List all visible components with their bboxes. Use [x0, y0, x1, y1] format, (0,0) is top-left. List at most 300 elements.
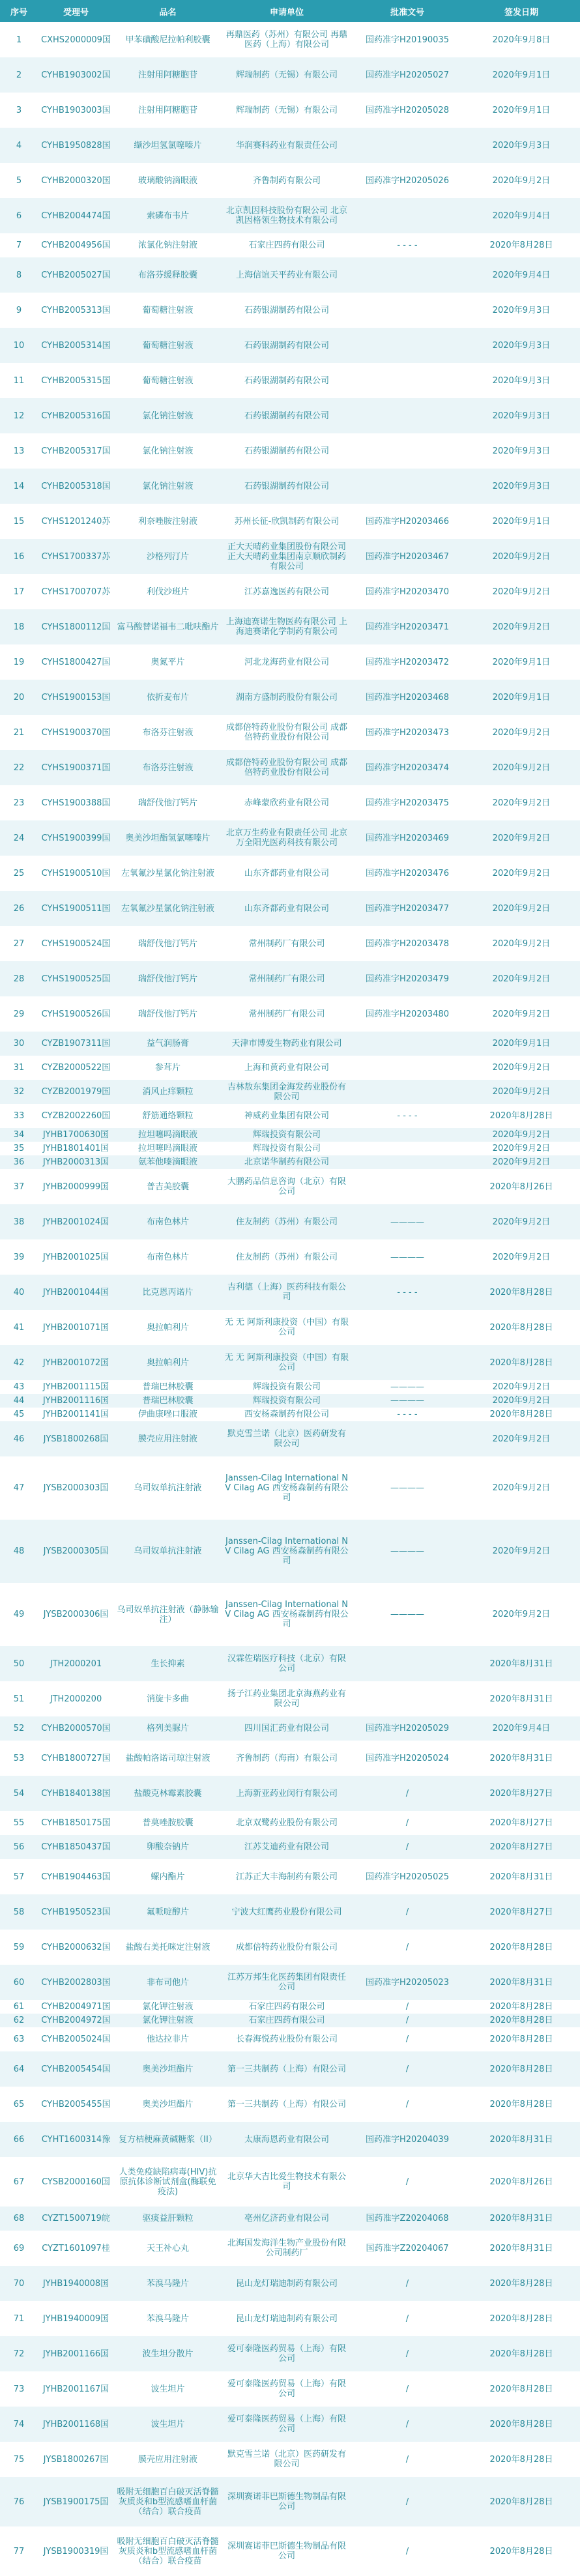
- cell-applicant: 长春海悦药业股份有限公司: [222, 2027, 352, 2051]
- cell-product-name: 甲苯磺酸尼拉帕利胶囊: [114, 22, 222, 57]
- cell-approval-no: [352, 293, 463, 328]
- cell-index: 46: [0, 1421, 38, 1456]
- cell-issue-date: 2020年8月28日: [463, 1408, 580, 1421]
- cell-applicant: 西安杨森制药有限公司: [222, 1408, 352, 1421]
- cell-acceptance-no: JYHB2001044国: [38, 1275, 114, 1310]
- cell-applicant: 石药银湖制药有限公司: [222, 398, 352, 433]
- table-row: [0, 1741, 580, 1776]
- cell-acceptance-no: CYHB2002803国: [38, 1965, 114, 2000]
- cell-applicant: 辉瑞投资有限公司: [222, 1142, 352, 1155]
- table-row: [0, 1520, 580, 1583]
- cell-issue-date: 2020年9月2日: [463, 1128, 580, 1142]
- cell-applicant: 北京万生药业有限责任公司 北京万全阳光医药科技有限公司: [222, 820, 352, 856]
- cell-issue-date: 2020年9月1日: [463, 1032, 580, 1056]
- cell-acceptance-no: CYHS1700707苏: [38, 574, 114, 609]
- table-row: [0, 2207, 580, 2231]
- table-row: [0, 2027, 580, 2051]
- cell-applicant: 爱可泰隆医药贸易（上海）有限公司: [222, 2407, 352, 2442]
- cell-applicant: 成都倍特药业股份有限公司 成都倍特药业股份有限公司: [222, 750, 352, 785]
- cell-issue-date: 2020年9月2日: [463, 1520, 580, 1583]
- cell-product-name: 苯溴马隆片: [114, 2301, 222, 2336]
- cell-applicant: 赤峰蒙欣药业有限公司: [222, 785, 352, 820]
- cell-issue-date: 2020年9月2日: [463, 163, 580, 198]
- cell-approval-no: [352, 1646, 463, 1681]
- table-row: [0, 1421, 580, 1456]
- table-row: [0, 2526, 580, 2576]
- cell-issue-date: 2020年8月27日: [463, 1776, 580, 1811]
- table-row: [0, 1776, 580, 1811]
- cell-approval-no: [352, 1128, 463, 1142]
- cell-issue-date: 2020年9月3日: [463, 433, 580, 469]
- table-row: [0, 128, 580, 163]
- table-row: [0, 93, 580, 128]
- cell-product-name: 氯化钾注射液: [114, 2014, 222, 2027]
- table-row: [0, 1965, 580, 2000]
- cell-product-name: 利伐沙班片: [114, 574, 222, 609]
- cell-acceptance-no: JYSB1800268国: [38, 1421, 114, 1456]
- cell-index: 62: [0, 2014, 38, 2027]
- cell-issue-date: 2020年8月31日: [463, 1741, 580, 1776]
- cell-approval-no: ————: [352, 1204, 463, 1239]
- cell-product-name: 膜壳应用注射液: [114, 1421, 222, 1456]
- cell-acceptance-no: JYHB1940008国: [38, 2266, 114, 2301]
- cell-product-name: 吸附无细胞百白破灭活脊髓灰质炎和b型流感嗜血杆菌（结合）联合疫苗: [114, 2526, 222, 2576]
- cell-issue-date: 2020年9月3日: [463, 398, 580, 433]
- cell-index: 11: [0, 363, 38, 398]
- cell-index: 29: [0, 996, 38, 1032]
- cell-approval-no: 国药准字Z20204068: [352, 2207, 463, 2231]
- table-row: [0, 1310, 580, 1345]
- cell-applicant: 上海和黄药业有限公司: [222, 1056, 352, 1080]
- cell-index: 71: [0, 2301, 38, 2336]
- cell-index: 44: [0, 1394, 38, 1408]
- cell-approval-no: /: [352, 2477, 463, 2526]
- cell-acceptance-no: CYHB2004474国: [38, 198, 114, 233]
- cell-issue-date: 2020年9月2日: [463, 785, 580, 820]
- cell-approval-no: /: [352, 1930, 463, 1965]
- table-row: [0, 1275, 580, 1310]
- cell-approval-no: 国药准字H20205025: [352, 1859, 463, 1894]
- cell-acceptance-no: JYHB2000999国: [38, 1169, 114, 1204]
- cell-index: 51: [0, 1681, 38, 1716]
- table-row: [0, 1811, 580, 1835]
- cell-applicant: 山东齐都药业有限公司: [222, 856, 352, 891]
- cell-product-name: 盐酸克林霉素胶囊: [114, 1776, 222, 1811]
- cell-index: 39: [0, 1239, 38, 1275]
- cell-issue-date: 2020年9月2日: [463, 1394, 580, 1408]
- cell-index: 26: [0, 891, 38, 926]
- table-row: [0, 2336, 580, 2371]
- table-row: [0, 2477, 580, 2526]
- cell-acceptance-no: CYHB2005316国: [38, 398, 114, 433]
- cell-issue-date: 2020年9月4日: [463, 198, 580, 233]
- header-product-name: 品名: [114, 0, 222, 22]
- table-row: [0, 926, 580, 961]
- cell-issue-date: 2020年8月28日: [463, 2442, 580, 2477]
- cell-applicant: 正大天晴药业集团股份有限公司 正大天晴药业集团南京顺欣制药有限公司: [222, 539, 352, 574]
- cell-acceptance-no: CYHB1950523国: [38, 1894, 114, 1930]
- cell-product-name: 参茸片: [114, 1056, 222, 1080]
- cell-index: 36: [0, 1155, 38, 1169]
- cell-index: 54: [0, 1776, 38, 1811]
- cell-approval-no: [352, 128, 463, 163]
- cell-applicant: 深圳赛诺菲巴斯德生物制品有限公司: [222, 2477, 352, 2526]
- cell-approval-no: 国药准字H20203477: [352, 891, 463, 926]
- cell-approval-no: /: [352, 2027, 463, 2051]
- table-row: [0, 2051, 580, 2087]
- cell-acceptance-no: CYHS1201240苏: [38, 504, 114, 539]
- cell-product-name: 普瑞巴林胶囊: [114, 1380, 222, 1394]
- cell-issue-date: 2020年9月2日: [463, 1056, 580, 1080]
- cell-approval-no: - - - -: [352, 233, 463, 257]
- cell-approval-no: ————: [352, 1456, 463, 1520]
- cell-applicant: Janssen-Cilag International NV Cilag AG 西安杨森制药有限公司: [222, 1456, 352, 1520]
- cell-acceptance-no: CYZB2001979国: [38, 1080, 114, 1104]
- cell-applicant: 无 无 阿斯利康投资（中国）有限公司: [222, 1310, 352, 1345]
- table-row: [0, 680, 580, 715]
- cell-issue-date: 2020年9月2日: [463, 926, 580, 961]
- cell-index: 27: [0, 926, 38, 961]
- table-row: [0, 2301, 580, 2336]
- cell-approval-no: /: [352, 2014, 463, 2027]
- cell-issue-date: 2020年8月28日: [463, 1930, 580, 1965]
- cell-approval-no: 国药准字H20203470: [352, 574, 463, 609]
- table-row: [0, 1456, 580, 1520]
- cell-applicant: 天津市博爱生物药业有限公司: [222, 1032, 352, 1056]
- cell-product-name: 氯化钠注射液: [114, 469, 222, 504]
- cell-acceptance-no: CYHB1850437国: [38, 1835, 114, 1859]
- cell-applicant: 齐鲁制药有限公司: [222, 163, 352, 198]
- cell-applicant: 爱可泰隆医药贸易（上海）有限公司: [222, 2371, 352, 2407]
- cell-applicant: 辉瑞投资有限公司: [222, 1380, 352, 1394]
- cell-applicant: 江苏艾迪药业有限公司: [222, 1835, 352, 1859]
- cell-acceptance-no: CYHS1900526国: [38, 996, 114, 1032]
- cell-index: 8: [0, 257, 38, 293]
- cell-approval-no: [352, 1169, 463, 1204]
- cell-issue-date: 2020年9月2日: [463, 1421, 580, 1456]
- cell-index: 64: [0, 2051, 38, 2087]
- cell-applicant: 石家庄四药有限公司: [222, 2014, 352, 2027]
- cell-approval-no: 国药准字H20203472: [352, 644, 463, 680]
- cell-acceptance-no: CYHB1950828国: [38, 128, 114, 163]
- cell-index: 55: [0, 1811, 38, 1835]
- cell-issue-date: 2020年9月3日: [463, 328, 580, 363]
- cell-approval-no: [352, 469, 463, 504]
- cell-acceptance-no: CYHS1900370国: [38, 715, 114, 750]
- cell-product-name: 氯化钠注射液: [114, 398, 222, 433]
- cell-product-name: 瑞舒伐他汀钙片: [114, 961, 222, 996]
- cell-approval-no: 国药准字H20203471: [352, 609, 463, 644]
- cell-index: 67: [0, 2157, 38, 2207]
- table-row: [0, 1681, 580, 1716]
- cell-product-name: 盐酸帕洛诺司琼注射液: [114, 1741, 222, 1776]
- cell-product-name: 他达拉非片: [114, 2027, 222, 2051]
- cell-index: 22: [0, 750, 38, 785]
- cell-product-name: 奥拉帕利片: [114, 1345, 222, 1380]
- cell-approval-no: 国药准字H20203480: [352, 996, 463, 1032]
- cell-approval-no: ————: [352, 1583, 463, 1646]
- cell-acceptance-no: CYHS1900511国: [38, 891, 114, 926]
- cell-applicant: Janssen-Cilag International NV Cilag AG 西安杨森制药有限公司: [222, 1520, 352, 1583]
- table-row: [0, 1646, 580, 1681]
- cell-approval-no: 国药准字Z20204067: [352, 2231, 463, 2266]
- table-row: [0, 1835, 580, 1859]
- cell-acceptance-no: CYHB2005318国: [38, 469, 114, 504]
- cell-index: 14: [0, 469, 38, 504]
- cell-approval-no: 国药准字H20203473: [352, 715, 463, 750]
- cell-acceptance-no: CYHB2005454国: [38, 2051, 114, 2087]
- cell-acceptance-no: CYHB1840138国: [38, 1776, 114, 1811]
- cell-acceptance-no: JYHB2001166国: [38, 2336, 114, 2371]
- cell-issue-date: 2020年8月31日: [463, 1965, 580, 2000]
- cell-approval-no: /: [352, 1811, 463, 1835]
- table-row: [0, 1142, 580, 1155]
- cell-applicant: 石药银湖制药有限公司: [222, 433, 352, 469]
- cell-acceptance-no: JYHB2001115国: [38, 1380, 114, 1394]
- cell-product-name: 螺内酯片: [114, 1859, 222, 1894]
- cell-issue-date: 2020年8月27日: [463, 1811, 580, 1835]
- table-row: [0, 1859, 580, 1894]
- cell-issue-date: 2020年8月28日: [463, 2407, 580, 2442]
- cell-issue-date: 2020年8月31日: [463, 1859, 580, 1894]
- cell-applicant: 默克雪兰诺（北京）医药研发有限公司: [222, 1421, 352, 1456]
- cell-product-name: 索磷布韦片: [114, 198, 222, 233]
- table-row: [0, 856, 580, 891]
- cell-approval-no: ————: [352, 1394, 463, 1408]
- cell-product-name: 奥美沙坦酯片: [114, 2051, 222, 2087]
- cell-product-name: 布南色林片: [114, 1204, 222, 1239]
- cell-applicant: 上海新亚药业闵行有限公司: [222, 1776, 352, 1811]
- cell-approval-no: /: [352, 1776, 463, 1811]
- cell-approval-no: /: [352, 2371, 463, 2407]
- cell-issue-date: 2020年9月2日: [463, 1456, 580, 1520]
- cell-acceptance-no: CYHT1600314豫: [38, 2122, 114, 2157]
- cell-applicant: 爱可泰隆医药贸易（上海）有限公司: [222, 2336, 352, 2371]
- cell-issue-date: 2020年9月2日: [463, 1080, 580, 1104]
- cell-issue-date: 2020年8月26日: [463, 2157, 580, 2207]
- cell-acceptance-no: CYHB2005027国: [38, 257, 114, 293]
- cell-index: 75: [0, 2442, 38, 2477]
- cell-approval-no: 国药准字H20203469: [352, 820, 463, 856]
- cell-index: 49: [0, 1583, 38, 1646]
- cell-product-name: 奥拉帕利片: [114, 1310, 222, 1345]
- cell-index: 30: [0, 1032, 38, 1056]
- table-row: [0, 2266, 580, 2301]
- cell-acceptance-no: CYHB1903002国: [38, 57, 114, 93]
- cell-index: 15: [0, 504, 38, 539]
- table-row: [0, 233, 580, 257]
- cell-index: 43: [0, 1380, 38, 1394]
- cell-approval-no: /: [352, 2301, 463, 2336]
- table-row: [0, 1380, 580, 1394]
- cell-applicant: 吉林敖东集团金海发药业股份有限公司: [222, 1080, 352, 1104]
- cell-issue-date: 2020年8月27日: [463, 1894, 580, 1930]
- cell-acceptance-no: JYHB2001024国: [38, 1204, 114, 1239]
- cell-acceptance-no: CYHS1700337苏: [38, 539, 114, 574]
- cell-approval-no: 国药准字H20190035: [352, 22, 463, 57]
- cell-applicant: 大鹏药品信息咨询（北京）有限公司: [222, 1169, 352, 1204]
- cell-index: 16: [0, 539, 38, 574]
- cell-approval-no: [352, 1345, 463, 1380]
- cell-applicant: 第一三共制药（上海）有限公司: [222, 2087, 352, 2122]
- cell-issue-date: 2020年9月2日: [463, 1583, 580, 1646]
- cell-approval-no: /: [352, 2266, 463, 2301]
- table-row: [0, 1169, 580, 1204]
- cell-applicant: 江苏正大丰海制药有限公司: [222, 1859, 352, 1894]
- cell-acceptance-no: JYHB1940009国: [38, 2301, 114, 2336]
- cell-acceptance-no: CYHB2005313国: [38, 293, 114, 328]
- cell-applicant: 昆山龙灯瑞迪制药有限公司: [222, 2266, 352, 2301]
- cell-approval-no: [352, 1310, 463, 1345]
- table-row: [0, 820, 580, 856]
- cell-issue-date: 2020年9月1日: [463, 644, 580, 680]
- cell-approval-no: 国药准字H20203466: [352, 504, 463, 539]
- cell-applicant: 江苏万邦生化医药集团有限责任公司: [222, 1965, 352, 2000]
- table-row: [0, 961, 580, 996]
- cell-issue-date: 2020年9月4日: [463, 257, 580, 293]
- cell-approval-no: /: [352, 1835, 463, 1859]
- cell-issue-date: 2020年8月28日: [463, 2051, 580, 2087]
- cell-applicant: 吉利德（上海）医药科技有限公司: [222, 1275, 352, 1310]
- cell-product-name: 消旋卡多曲: [114, 1681, 222, 1716]
- cell-index: 12: [0, 398, 38, 433]
- cell-acceptance-no: CYHB1850175国: [38, 1811, 114, 1835]
- cell-applicant: 常州制药厂有限公司: [222, 926, 352, 961]
- cell-acceptance-no: CYZB2000522国: [38, 1056, 114, 1080]
- cell-approval-no: 国药准字H20203468: [352, 680, 463, 715]
- cell-acceptance-no: JYHB2001141国: [38, 1408, 114, 1421]
- cell-product-name: 人类免疫缺陷病毒(HIV)抗原抗体诊断试剂盒(酶联免疫法): [114, 2157, 222, 2207]
- cell-issue-date: 2020年8月28日: [463, 2526, 580, 2576]
- cell-index: 6: [0, 198, 38, 233]
- header-acceptance-no: 受理号: [38, 0, 114, 22]
- cell-product-name: 氨苯他嗪滴眼液: [114, 1155, 222, 1169]
- table-row: [0, 1032, 580, 1056]
- cell-issue-date: 2020年8月28日: [463, 1310, 580, 1345]
- cell-acceptance-no: JYHB2000313国: [38, 1155, 114, 1169]
- cell-product-name: 注射用阿糖胞苷: [114, 57, 222, 93]
- cell-issue-date: 2020年8月31日: [463, 2207, 580, 2231]
- cell-approval-no: - - - -: [352, 1408, 463, 1421]
- cell-product-name: 奥美沙坦酯氢氯噻嗪片: [114, 820, 222, 856]
- cell-acceptance-no: CYHS1900524国: [38, 926, 114, 961]
- cell-issue-date: 2020年9月2日: [463, 1204, 580, 1239]
- cell-acceptance-no: JTH2000201: [38, 1646, 114, 1681]
- cell-issue-date: 2020年9月2日: [463, 996, 580, 1032]
- cell-approval-no: ————: [352, 1380, 463, 1394]
- table-row: [0, 1394, 580, 1408]
- cell-acceptance-no: CYHB2000632国: [38, 1930, 114, 1965]
- cell-approval-no: /: [352, 2526, 463, 2576]
- table-row: [0, 198, 580, 233]
- cell-product-name: 天王补心丸: [114, 2231, 222, 2266]
- cell-applicant: 成都倍特药业股份有限公司 成都倍特药业股份有限公司: [222, 715, 352, 750]
- cell-approval-no: 国药准字H20203476: [352, 856, 463, 891]
- cell-acceptance-no: JYSB1800267国: [38, 2442, 114, 2477]
- cell-index: 58: [0, 1894, 38, 1930]
- table-row: [0, 996, 580, 1032]
- cell-acceptance-no: JYHB2001116国: [38, 1394, 114, 1408]
- cell-approval-no: /: [352, 2051, 463, 2087]
- cell-applicant: 石药银湖制药有限公司: [222, 363, 352, 398]
- cell-applicant: 昆山龙灯瑞迪制药有限公司: [222, 2301, 352, 2336]
- cell-product-name: 拉坦噻吗滴眼液: [114, 1142, 222, 1155]
- cell-acceptance-no: CYHS1800112国: [38, 609, 114, 644]
- table-row: [0, 1104, 580, 1128]
- cell-product-name: 玻璃酸钠滴眼液: [114, 163, 222, 198]
- cell-acceptance-no: CYHB2004971国: [38, 2000, 114, 2014]
- cell-product-name: 瑞舒伐他汀钙片: [114, 785, 222, 820]
- cell-product-name: 乌司奴单抗注射液: [114, 1456, 222, 1520]
- cell-approval-no: /: [352, 1894, 463, 1930]
- cell-product-name: 生长抑素: [114, 1646, 222, 1681]
- cell-acceptance-no: CYHB1904463国: [38, 1859, 114, 1894]
- cell-acceptance-no: CYHB2004956国: [38, 233, 114, 257]
- cell-issue-date: 2020年9月2日: [463, 1380, 580, 1394]
- cell-applicant: 上海信谊天平药业有限公司: [222, 257, 352, 293]
- table-row: [0, 1155, 580, 1169]
- cell-applicant: 常州制药厂有限公司: [222, 996, 352, 1032]
- table-row: [0, 2407, 580, 2442]
- cell-applicant: 第一三共制药（上海）有限公司: [222, 2051, 352, 2087]
- cell-applicant: 北京双鹭药业股份有限公司: [222, 1811, 352, 1835]
- cell-index: 5: [0, 163, 38, 198]
- cell-applicant: 石药银湖制药有限公司: [222, 293, 352, 328]
- cell-acceptance-no: CYZB1907311国: [38, 1032, 114, 1056]
- table-row: [0, 22, 580, 57]
- cell-approval-no: /: [352, 2442, 463, 2477]
- cell-applicant: 住友制药（苏州）有限公司: [222, 1204, 352, 1239]
- cell-issue-date: 2020年9月2日: [463, 891, 580, 926]
- cell-product-name: 普瑞巴林胶囊: [114, 1394, 222, 1408]
- table-row: [0, 1716, 580, 1741]
- cell-applicant: 石家庄四药有限公司: [222, 233, 352, 257]
- cell-acceptance-no: JYHB2001025国: [38, 1239, 114, 1275]
- cell-index: 21: [0, 715, 38, 750]
- cell-acceptance-no: CYSB2000160国: [38, 2157, 114, 2207]
- table-row: [0, 2087, 580, 2122]
- cell-index: 74: [0, 2407, 38, 2442]
- cell-acceptance-no: JYSB1900175国: [38, 2477, 114, 2526]
- cell-product-name: 苯溴马隆片: [114, 2266, 222, 2301]
- cell-index: 56: [0, 1835, 38, 1859]
- cell-approval-no: [352, 1056, 463, 1080]
- cell-applicant: 上海迪赛诺生物医药有限公司 上海迪赛诺化学制药有限公司: [222, 609, 352, 644]
- cell-acceptance-no: CYHB2005024国: [38, 2027, 114, 2051]
- cell-applicant: 辉瑞投资有限公司: [222, 1128, 352, 1142]
- cell-product-name: 波生坦片: [114, 2407, 222, 2442]
- table-row: [0, 1408, 580, 1421]
- cell-index: 2: [0, 57, 38, 93]
- cell-index: 53: [0, 1741, 38, 1776]
- cell-issue-date: 2020年8月28日: [463, 2027, 580, 2051]
- cell-issue-date: 2020年8月28日: [463, 2000, 580, 2014]
- cell-approval-no: - - - -: [352, 1275, 463, 1310]
- cell-product-name: 氯化钠注射液: [114, 433, 222, 469]
- cell-index: 34: [0, 1128, 38, 1142]
- cell-issue-date: 2020年9月2日: [463, 609, 580, 644]
- cell-acceptance-no: JYSB2000306国: [38, 1583, 114, 1646]
- cell-product-name: 瑞舒伐他汀钙片: [114, 926, 222, 961]
- cell-applicant: 石药银湖制药有限公司: [222, 328, 352, 363]
- cell-product-name: 布南色林片: [114, 1239, 222, 1275]
- cell-acceptance-no: CYHS1900371国: [38, 750, 114, 785]
- cell-issue-date: 2020年9月2日: [463, 539, 580, 574]
- cell-index: 19: [0, 644, 38, 680]
- cell-applicant: 深圳赛诺菲巴斯德生物制品有限公司: [222, 2526, 352, 2576]
- cell-product-name: 盐酸右美托咪定注射液: [114, 1930, 222, 1965]
- cell-index: 31: [0, 1056, 38, 1080]
